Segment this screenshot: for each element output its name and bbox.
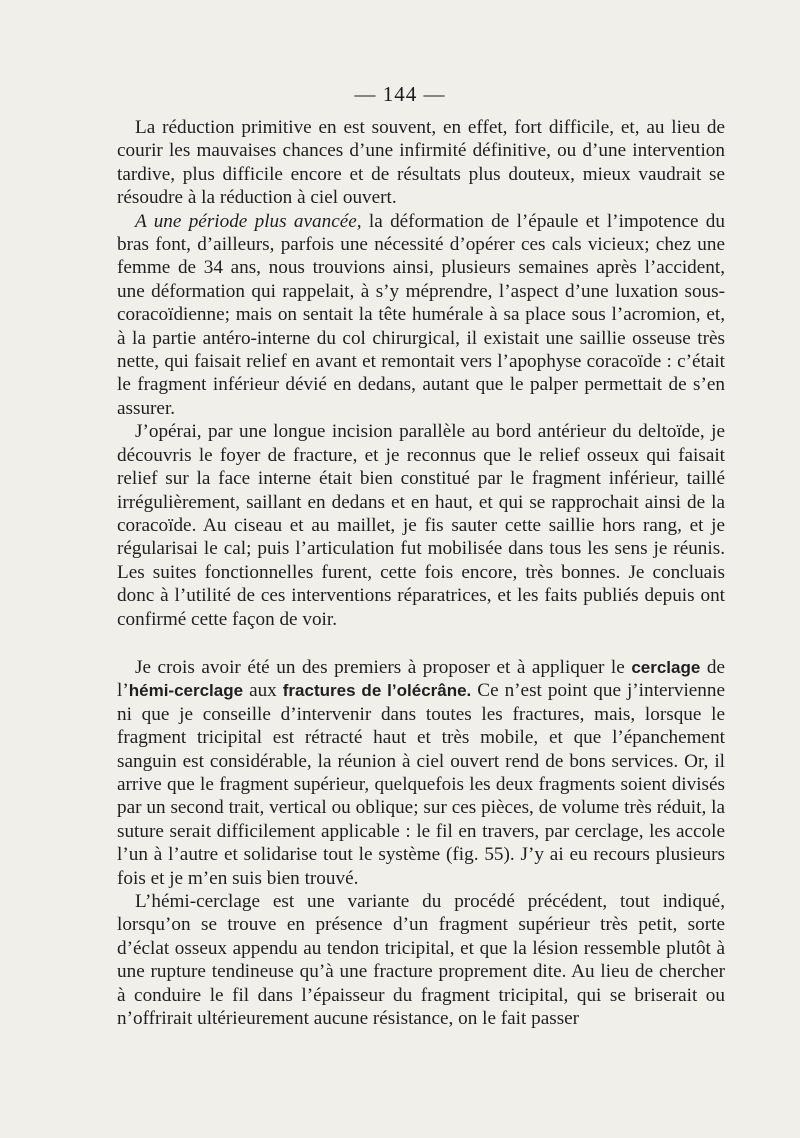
bold-hemi-cerclage: hémi-cerclage (128, 681, 244, 701)
paragraph-1: La réduction primitive en est souvent, en effet, fort difficile, et, au lieu de courir les mauvaises chances d’une infirmité définitive, ou d’une intervention tardive, plus difficile encore et de résultats plus douteux, mieux vaudrait se résoudre à la réduction à ciel ouvert. (117, 117, 725, 209)
bold-cerclage: cerclage (631, 657, 701, 677)
paragraph-3: J’opérai, par une longue incision parallèle au bord antérieur du deltoïde, je découvris le foyer de fracture, et je reconnus que le relief osseux qui faisait relief sur la face interne était bien constitué par le fragment inférieur, taillé irrégulièrement, saillant en dedans et en haut, et qui se rapprochait ainsi de la coracoïde. Au ciseau et au maillet, je fis sauter cette saillie hors rang, et je régularisai le cal; puis l’articulation fut mobilisée dans tous les sens je réunis. Les suites fonctionnelles furent, cette fois encore, très bonnes. Je concluais donc à l’utilité de ces interventions réparatrices, et les faits publiés depuis ont confirmé cette façon de voir. (117, 421, 725, 630)
paragraph-4 (117, 656, 725, 890)
paragraph-5: L’hémi-cerclage est une variante du procédé précédent, tout indiqué, lorsqu’on se trouve en présence d’un fragment supérieur très petit, sorte d’éclat osseux appendu au tendon tricipital, et que la lésion ressemble plutôt à une rupture tendineuse qu’à une fracture proprement dite. Au lieu de chercher à conduire le fil dans l’épaisseur du fragment tricipital, qui se briserait ou n’offrirait ultérieurement aucune résistance, on le fait passer (117, 891, 725, 1030)
paragraph-4-part-g: Ce n’est point que j’intervienne ni que je conseille d’intervenir dans toutes les fractures, mais, lorsque le fragment tricipital est rétracté haut et très mobile, et que l’épanchement sanguin est considérable, la réunion à ciel ouvert rend de bons services. Or, il arrive que le fragment supérieur, quelquefois les deux fragments soient divisés par un second trait, vertical ou oblique; sur ces pièces, de volume très réduit, la suture serait difficilement applicable : le fil en travers, par cerclage, les accole l’un à l’autre et solidarise tout le système (fig. 55). J’y ai eu recours plusieurs fois et je m’en suis bien trouvé. (117, 680, 725, 889)
paragraph-4-part-e: aux (243, 680, 283, 702)
body-text (117, 116, 725, 1030)
page-number: — 144 — (354, 82, 446, 106)
bold-fractures-olecrane: fractures de l’olécrâne. (282, 681, 472, 701)
italic-phrase: A une période plus avancée, (135, 210, 362, 232)
paragraph-4-part-a: Je crois avoir été un des premiers à proposer et à appliquer le (135, 656, 632, 678)
paragraph-2-text: la déformation de l’épaule et l’impotence du bras font, d’ailleurs, parfois une nécessité d’opérer ces cals vicieux; chez une femme de 34 ans, nous trouvions ainsi, plusieurs semaines après l’accident, une déformation qui rappelait, à s’y méprendre, l’aspect d’une luxation sous-coracoïdienne; mais on sentait la tête humérale à sa place sous l’acromion, et, à la partie antéro-interne du col chirurgical, il existait une saillie osseuse très nette, qui faisait relief en avant et remontait vers l’apophyse coracoïde : c’était le fragment inférieur dévié en dedans, autant que le palper permettait de s’en assurer. (117, 210, 725, 419)
paragraph-4-part-c: de l’ (117, 656, 725, 702)
paragraph-2 (117, 210, 725, 421)
